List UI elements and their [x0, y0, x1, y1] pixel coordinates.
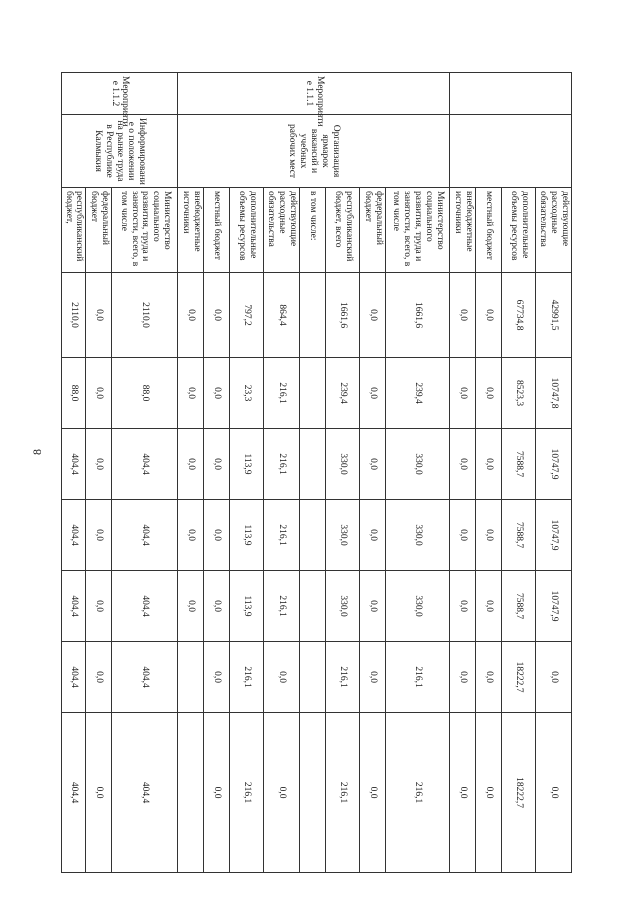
funding-source: действующие расходные обязательства: [536, 188, 572, 273]
amount-cell: 216,1: [386, 642, 450, 713]
amount-cell: 330,0: [326, 429, 360, 500]
amount-cell: 404,4: [112, 642, 178, 713]
amount-cell: 330,0: [326, 571, 360, 642]
table-row: [204, 73, 230, 873]
amount-cell: [178, 713, 204, 873]
table-row: [300, 73, 326, 873]
amount-cell: 0,0: [178, 571, 204, 642]
activity-code: Мероприяти е 1.1.2: [61, 73, 178, 115]
amount-cell: 404,4: [112, 713, 178, 873]
amount-cell: 0,0: [86, 713, 112, 873]
amount-cell: 0,0: [536, 642, 572, 713]
amount-cell: 404,4: [112, 429, 178, 500]
amount-cell: 0,0: [450, 500, 476, 571]
amount-cell: 0,0: [450, 273, 476, 358]
table-body: [61, 73, 571, 873]
amount-cell: 0,0: [476, 358, 502, 429]
amount-cell: 0,0: [204, 358, 230, 429]
amount-cell: 88,0: [61, 358, 86, 429]
amount-cell: 0,0: [360, 429, 386, 500]
amount-cell: 0,0: [450, 571, 476, 642]
amount-cell: 216,1: [264, 571, 300, 642]
amount-cell: 0,0: [450, 713, 476, 873]
amount-cell: 0,0: [476, 273, 502, 358]
amount-cell: 18222,7: [502, 713, 536, 873]
amount-cell: 0,0: [476, 642, 502, 713]
amount-cell: 0,0: [450, 429, 476, 500]
amount-cell: 404,4: [112, 571, 178, 642]
table-row: [450, 73, 476, 873]
amount-cell: 0,0: [204, 571, 230, 642]
amount-cell: 0,0: [178, 358, 204, 429]
funding-source: действующие расходные обязательства: [264, 188, 300, 273]
amount-cell: 113,9: [230, 500, 264, 571]
amount-cell: [300, 713, 326, 873]
amount-cell: 0,0: [360, 273, 386, 358]
amount-cell: 0,0: [476, 500, 502, 571]
amount-cell: 0,0: [360, 642, 386, 713]
amount-cell: 330,0: [386, 571, 450, 642]
activity-name: Организация ярмарок вакансий и учебных рабочих мест: [178, 115, 450, 188]
funding-source: дополнительные объемы ресурсов: [502, 188, 536, 273]
amount-cell: 10747,9: [536, 429, 572, 500]
table-row: [536, 73, 572, 873]
amount-cell: 0,0: [204, 273, 230, 358]
amount-cell: 88,0: [112, 358, 178, 429]
amount-cell: 1661,6: [386, 273, 450, 358]
amount-cell: 7588,7: [502, 429, 536, 500]
amount-cell: [178, 642, 204, 713]
amount-cell: 216,1: [264, 429, 300, 500]
amount-cell: 0,0: [360, 571, 386, 642]
amount-cell: 330,0: [386, 500, 450, 571]
amount-cell: 0,0: [178, 273, 204, 358]
amount-cell: 864,4: [264, 273, 300, 358]
amount-cell: 0,0: [86, 429, 112, 500]
activity-code: [450, 73, 572, 115]
amount-cell: [300, 571, 326, 642]
amount-cell: 216,1: [386, 713, 450, 873]
amount-cell: 10747,9: [536, 500, 572, 571]
amount-cell: 0,0: [86, 273, 112, 358]
funding-source: местный бюджет: [204, 188, 230, 273]
amount-cell: [300, 273, 326, 358]
amount-cell: 0,0: [86, 642, 112, 713]
table-row: [178, 73, 204, 873]
amount-cell: 404,4: [61, 713, 86, 873]
amount-cell: 18222,7: [502, 642, 536, 713]
amount-cell: 0,0: [264, 642, 300, 713]
amount-cell: 0,0: [264, 713, 300, 873]
amount-cell: [300, 358, 326, 429]
amount-cell: 0,0: [536, 713, 572, 873]
amount-cell: 23,3: [230, 358, 264, 429]
budget-table: [61, 72, 572, 873]
amount-cell: 216,1: [326, 642, 360, 713]
table-row: [502, 73, 536, 873]
amount-cell: 0,0: [476, 713, 502, 873]
amount-cell: 0,0: [178, 500, 204, 571]
amount-cell: 0,0: [86, 500, 112, 571]
amount-cell: 0,0: [86, 571, 112, 642]
page-number: 8: [30, 449, 44, 455]
funding-source: федеральный бюджет: [360, 188, 386, 273]
amount-cell: 0,0: [360, 500, 386, 571]
amount-cell: 239,4: [386, 358, 450, 429]
amount-cell: 216,1: [326, 713, 360, 873]
table-row: [386, 73, 450, 873]
amount-cell: 0,0: [204, 500, 230, 571]
funding-source: республиканский бюджет,: [61, 188, 86, 273]
amount-cell: 8523,3: [502, 358, 536, 429]
amount-cell: 797,2: [230, 273, 264, 358]
table-row: [230, 73, 264, 873]
amount-cell: 404,4: [61, 571, 86, 642]
amount-cell: 113,9: [230, 429, 264, 500]
funding-source: местный бюджет: [476, 188, 502, 273]
funding-source: республиканский бюджет, всего: [326, 188, 360, 273]
amount-cell: 7588,7: [502, 571, 536, 642]
table-row: [61, 73, 86, 873]
amount-cell: 2110,0: [112, 273, 178, 358]
funding-source: дополнительные объемы ресурсов: [230, 188, 264, 273]
table-row: [264, 73, 300, 873]
funding-source: в том числе:: [300, 188, 326, 273]
amount-cell: 404,4: [61, 500, 86, 571]
amount-cell: 10747,9: [536, 571, 572, 642]
amount-cell: [300, 500, 326, 571]
amount-cell: 7588,7: [502, 500, 536, 571]
amount-cell: 0,0: [476, 571, 502, 642]
activity-name: Информировани е о положении на рынке труда в Республике Калмыкия: [61, 115, 178, 188]
table-row: [476, 73, 502, 873]
amount-cell: 330,0: [386, 429, 450, 500]
table-row: [360, 73, 386, 873]
amount-cell: [300, 429, 326, 500]
amount-cell: 1661,6: [326, 273, 360, 358]
amount-cell: 42991,5: [536, 273, 572, 358]
amount-cell: 0,0: [86, 358, 112, 429]
table-row: [326, 73, 360, 873]
amount-cell: 216,1: [264, 358, 300, 429]
activity-name: [450, 115, 572, 188]
amount-cell: 0,0: [360, 713, 386, 873]
amount-cell: 330,0: [326, 500, 360, 571]
amount-cell: 404,4: [61, 429, 86, 500]
funding-source: федеральный бюджет: [86, 188, 112, 273]
amount-cell: 0,0: [450, 642, 476, 713]
amount-cell: 2110,0: [61, 273, 86, 358]
activity-code: Мероприяти е 1.1.1: [178, 73, 450, 115]
amount-cell: 0,0: [476, 429, 502, 500]
amount-cell: 404,4: [112, 500, 178, 571]
amount-cell: 216,1: [230, 713, 264, 873]
funding-source: Министерство социального развития, труда и занятости, всего, в том числе: [386, 188, 450, 273]
amount-cell: 0,0: [204, 713, 230, 873]
amount-cell: 0,0: [178, 429, 204, 500]
funding-source: Министерство социального развития, труда и занятости, всего, в том числе: [112, 188, 178, 273]
funding-source: внебюджетные источники: [450, 188, 476, 273]
funding-source: внебюджетные источники: [178, 188, 204, 273]
amount-cell: 404,4: [61, 642, 86, 713]
amount-cell: 239,4: [326, 358, 360, 429]
amount-cell: 113,9: [230, 571, 264, 642]
amount-cell: 0,0: [204, 642, 230, 713]
amount-cell: [300, 642, 326, 713]
amount-cell: 216,1: [230, 642, 264, 713]
table-row: [86, 73, 112, 873]
amount-cell: 10747,8: [536, 358, 572, 429]
rotated-table-container: [63, 72, 572, 872]
amount-cell: 0,0: [360, 358, 386, 429]
amount-cell: 0,0: [204, 429, 230, 500]
amount-cell: 216,1: [264, 500, 300, 571]
amount-cell: 67734,8: [502, 273, 536, 358]
amount-cell: 0,0: [450, 358, 476, 429]
table-row: [112, 73, 178, 873]
